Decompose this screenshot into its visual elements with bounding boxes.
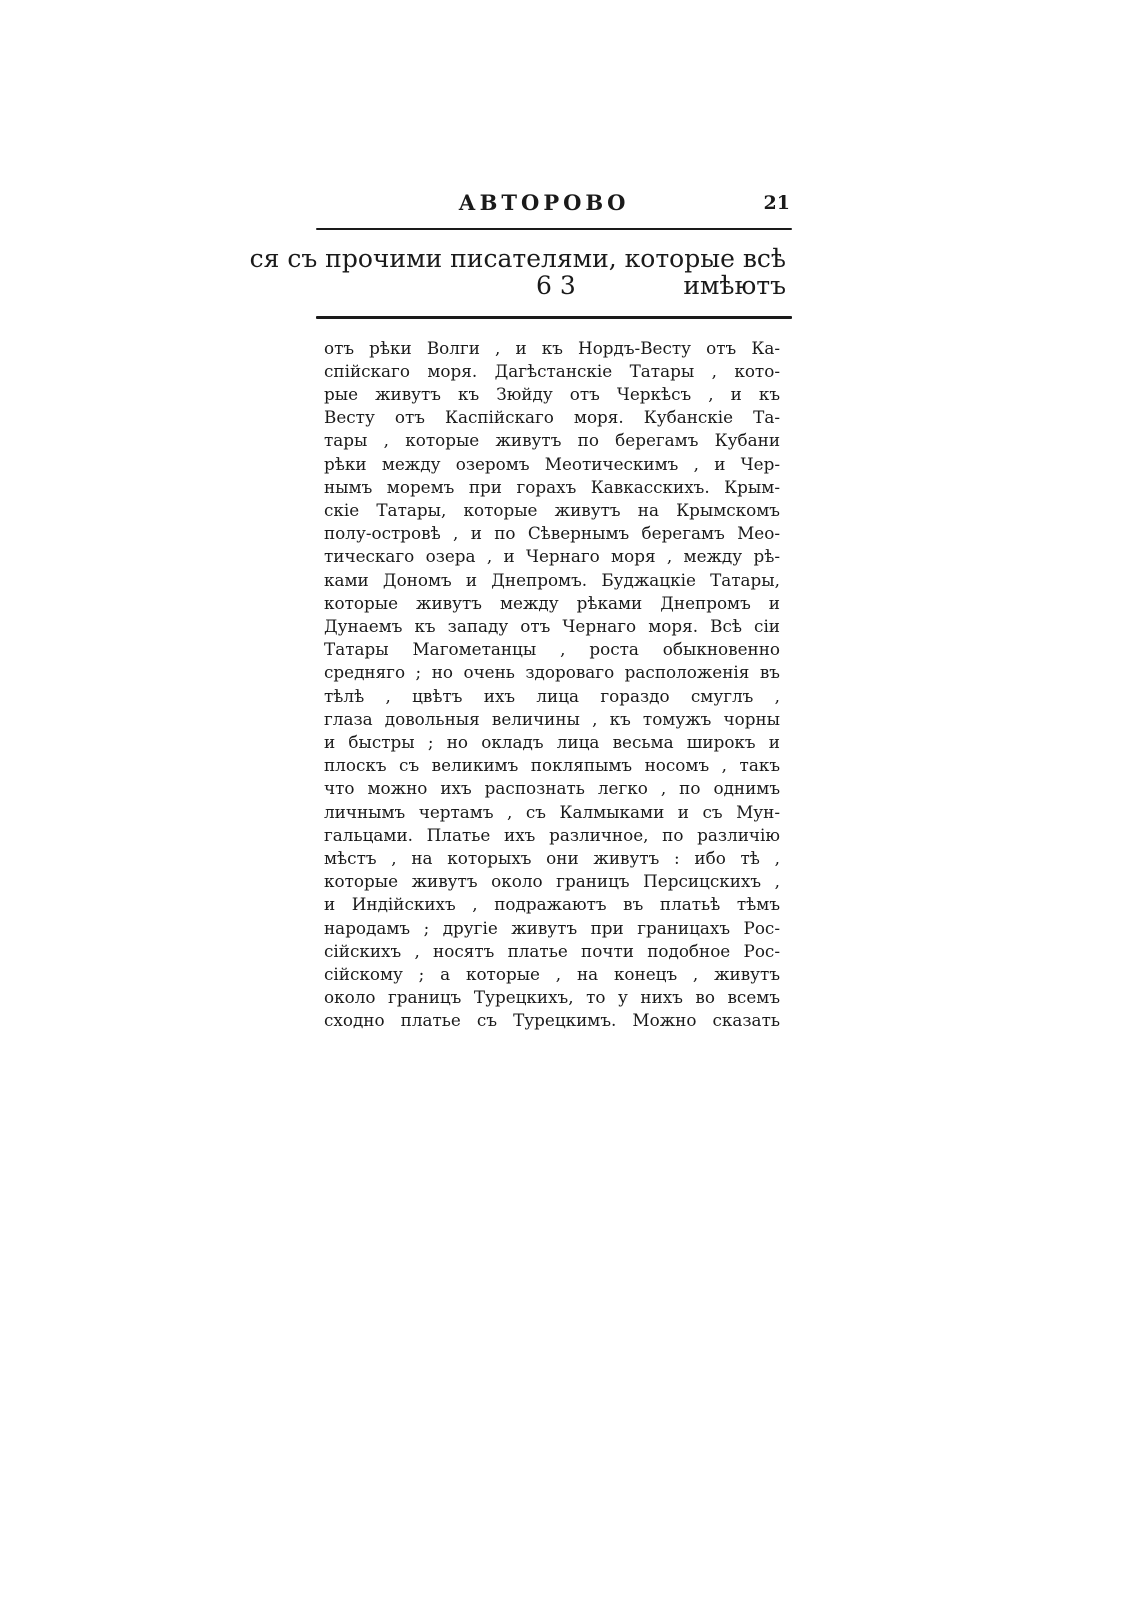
text-line: и Индійскихъ , подражаютъ въ платьѣ тѣмъ	[324, 894, 780, 915]
text-line: отъ рѣки Волги , и къ Нордъ-Весту отъ Ка-	[324, 337, 780, 358]
text-line: средняго ; но очень здороваго расположенія въ	[324, 662, 780, 683]
text-line: рые живутъ къ Зюйду отъ Черкѣсъ , и къ	[324, 383, 780, 404]
page-number: 21	[763, 192, 790, 214]
text-line: и быстры ; но окладъ лица весьма широкъ и	[324, 731, 780, 752]
text-line: мѣстъ , на которыхъ они живутъ : ибо тѣ ,	[324, 847, 780, 868]
text-line: Весту отъ Каспійскаго моря. Кубанскіе Та-	[324, 407, 780, 428]
text-line: сходно платье съ Турецкимъ. Можно сказать	[324, 1010, 780, 1031]
body-text	[324, 337, 780, 1033]
running-head	[316, 186, 796, 220]
text-line: сійскому ; а которые , на конецъ , живутъ	[324, 963, 780, 984]
text-line: скіе Татары, которые живутъ на Крымскомъ	[324, 499, 780, 520]
text-line: полу-островѣ , и по Сѣвернымъ берегамъ Мео-	[324, 523, 780, 544]
continuation-line: ся съ прочими писателями, которые всѣ	[249, 244, 786, 273]
printed-page	[249, 186, 796, 1033]
text-line: Дунаемъ къ западу отъ Чернаго моря. Всѣ сіи	[324, 615, 780, 636]
running-title: АВТОРОВО	[458, 190, 630, 215]
text-line: тѣлѣ , цвѣтъ ихъ лица гораздо смуглъ ,	[324, 685, 780, 706]
text-line: которые живутъ около границъ Персицскихъ ,	[324, 871, 780, 892]
text-line: личнымъ чертамъ , съ Калмыками и съ Мун-	[324, 801, 780, 822]
text-line: спійскаго моря. Дагѣстанскіе Татары , кото-	[324, 360, 780, 381]
continuation-catchword: имѣютъ	[683, 271, 786, 300]
header-rule	[316, 228, 792, 230]
section-rule	[316, 316, 792, 319]
text-line: народамъ ; другіе живутъ при границахъ Рос-	[324, 917, 780, 938]
text-line: глаза довольныя величины , къ томужъ чорны	[324, 708, 780, 729]
text-line: тары , которые живутъ по берегамъ Кубани	[324, 430, 780, 451]
continuation-number: 6 3	[536, 271, 576, 300]
text-line: рѣки между озеромъ Меотическимъ , и Чер-	[324, 453, 780, 474]
continuation-block	[249, 244, 796, 306]
text-line: Татары Магометанцы , роста обыкновенно	[324, 639, 780, 660]
text-line: которые живутъ между рѣками Днепромъ и	[324, 592, 780, 613]
text-line: сійскихъ , носятъ платье почти подобное Рос-	[324, 940, 780, 961]
text-line: ками Дономъ и Днепромъ. Буджацкіе Татары,	[324, 569, 780, 590]
text-line: гальцами. Платье ихъ различное, по различію	[324, 824, 780, 845]
text-line: что можно ихъ распознать легко , по однимъ	[324, 778, 780, 799]
text-line: плоскъ съ великимъ покляпымъ носомъ , такъ	[324, 755, 780, 776]
text-line: тическаго озера , и Чернаго моря , между рѣ-	[324, 546, 780, 567]
text-line: нымъ моремъ при горахъ Кавкасскихъ. Крым-	[324, 476, 780, 497]
text-line: около границъ Турецкихъ, то у нихъ во всемъ	[324, 987, 780, 1008]
